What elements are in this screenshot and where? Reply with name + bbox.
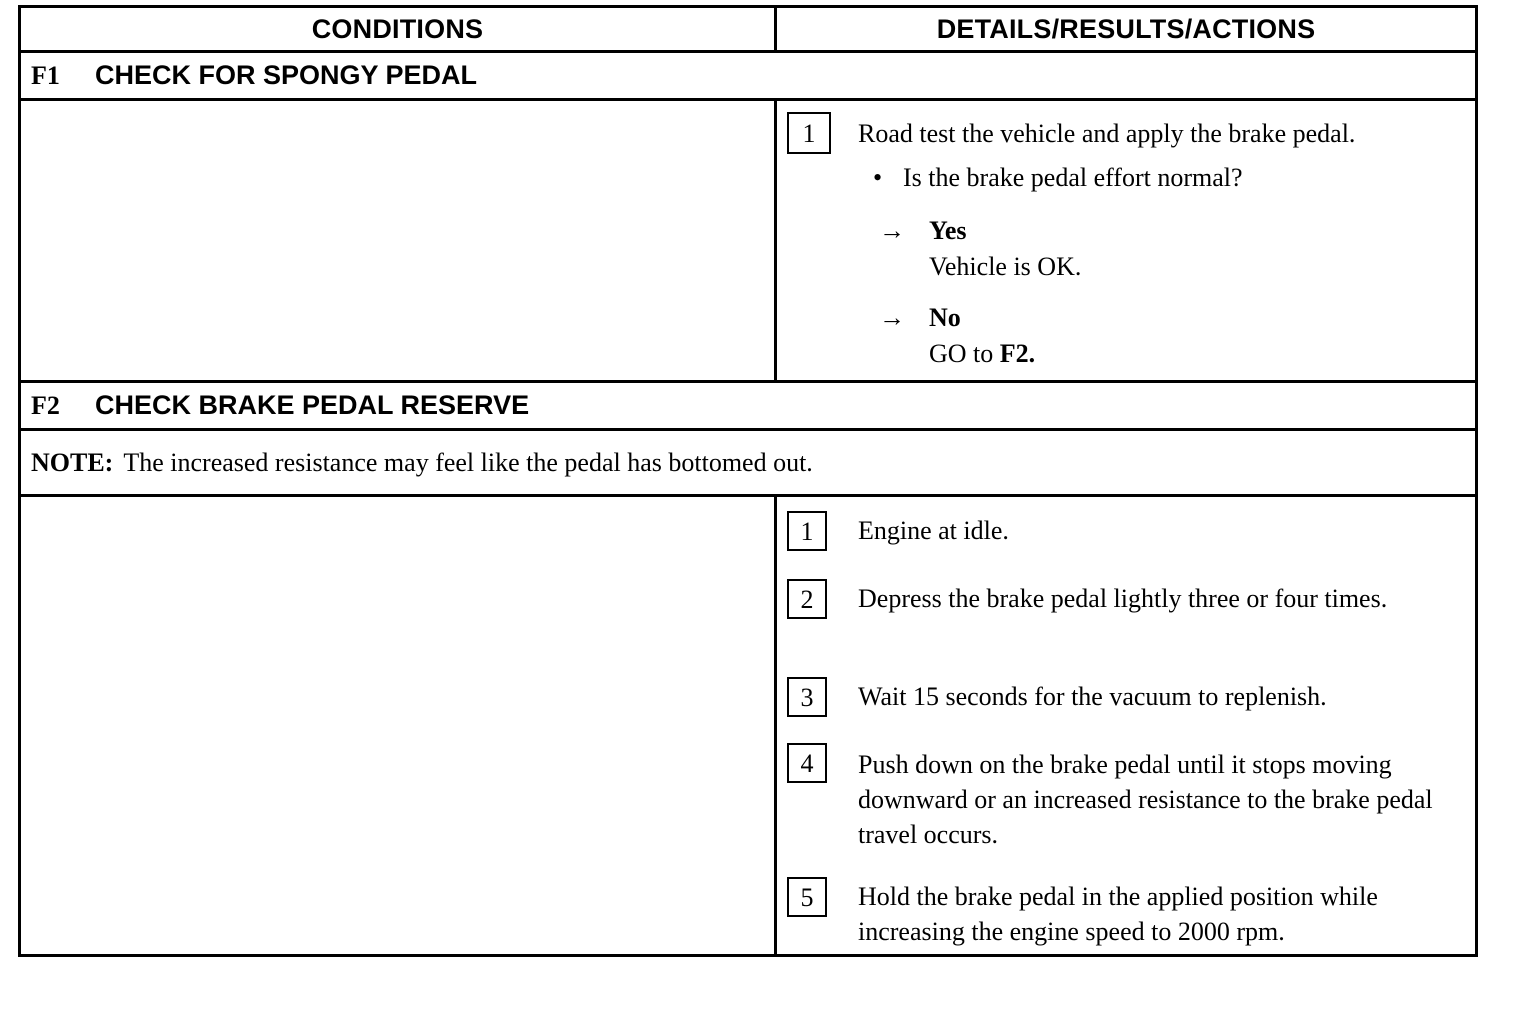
f1-step-1 <box>787 112 1447 154</box>
f1-details-cell <box>777 101 1475 380</box>
step-text: Depress the brake pedal lightly three or four times. <box>858 584 1388 613</box>
yes-label: Yes <box>929 216 967 245</box>
step-number-box: 5 <box>787 877 827 917</box>
f1-answer-yes <box>879 213 1081 285</box>
f2-heading-row <box>21 383 1475 431</box>
step-number-box: 4 <box>787 743 827 783</box>
f1-answer-no <box>879 300 1035 372</box>
f1-body-row <box>21 101 1475 383</box>
f2-body-row <box>21 497 1475 954</box>
procedure-table <box>18 5 1478 957</box>
arrow-right-icon: → <box>879 303 905 332</box>
f1-code: F1 <box>31 60 60 90</box>
f2-note-row <box>21 431 1475 497</box>
step-number-box: 1 <box>787 511 827 551</box>
question-text: Is the brake pedal effort normal? <box>903 163 1243 192</box>
f2-code: F2 <box>31 390 60 420</box>
step-number-box: 3 <box>787 677 827 717</box>
f1-question <box>873 163 1243 193</box>
details-header: DETAILS/RESULTS/ACTIONS <box>936 13 1316 44</box>
step-text: Wait 15 seconds for the vacuum to replenish. <box>858 682 1327 711</box>
no-label: No <box>929 303 961 332</box>
no-text-prefix: GO to <box>929 339 994 368</box>
step-text: Hold the brake pedal in the applied position while increasing the engine speed to 2000 rpm. <box>858 882 1378 946</box>
step-text: Engine at idle. <box>858 516 1009 545</box>
f2-details-cell <box>777 497 1475 954</box>
f2-conditions-cell <box>21 497 777 954</box>
conditions-header: CONDITIONS <box>21 8 777 50</box>
f2-title: CHECK BRAKE PEDAL RESERVE <box>95 390 530 420</box>
yes-text: Vehicle is OK. <box>929 252 1082 281</box>
note-label: NOTE: <box>31 447 114 477</box>
step-number-box: 1 <box>787 112 831 154</box>
table-header-row <box>21 8 1475 53</box>
bullet-icon: • <box>873 163 883 192</box>
arrow-right-icon: → <box>879 216 905 245</box>
no-text-target: F2. <box>999 339 1036 368</box>
f1-conditions-cell <box>21 101 777 380</box>
step-text: Push down on the brake pedal until it stops moving downward or an increased resistance to the brake pedal travel occurs. <box>858 750 1433 849</box>
no-text <box>929 336 1035 372</box>
step-number-box: 2 <box>787 579 827 619</box>
step-text: Road test the vehicle and apply the brake pedal. <box>858 119 1356 148</box>
f1-heading-row <box>21 53 1475 101</box>
note-text: The increased resistance may feel like the pedal has bottomed out. <box>123 447 813 477</box>
f1-title: CHECK FOR SPONGY PEDAL <box>95 60 478 90</box>
